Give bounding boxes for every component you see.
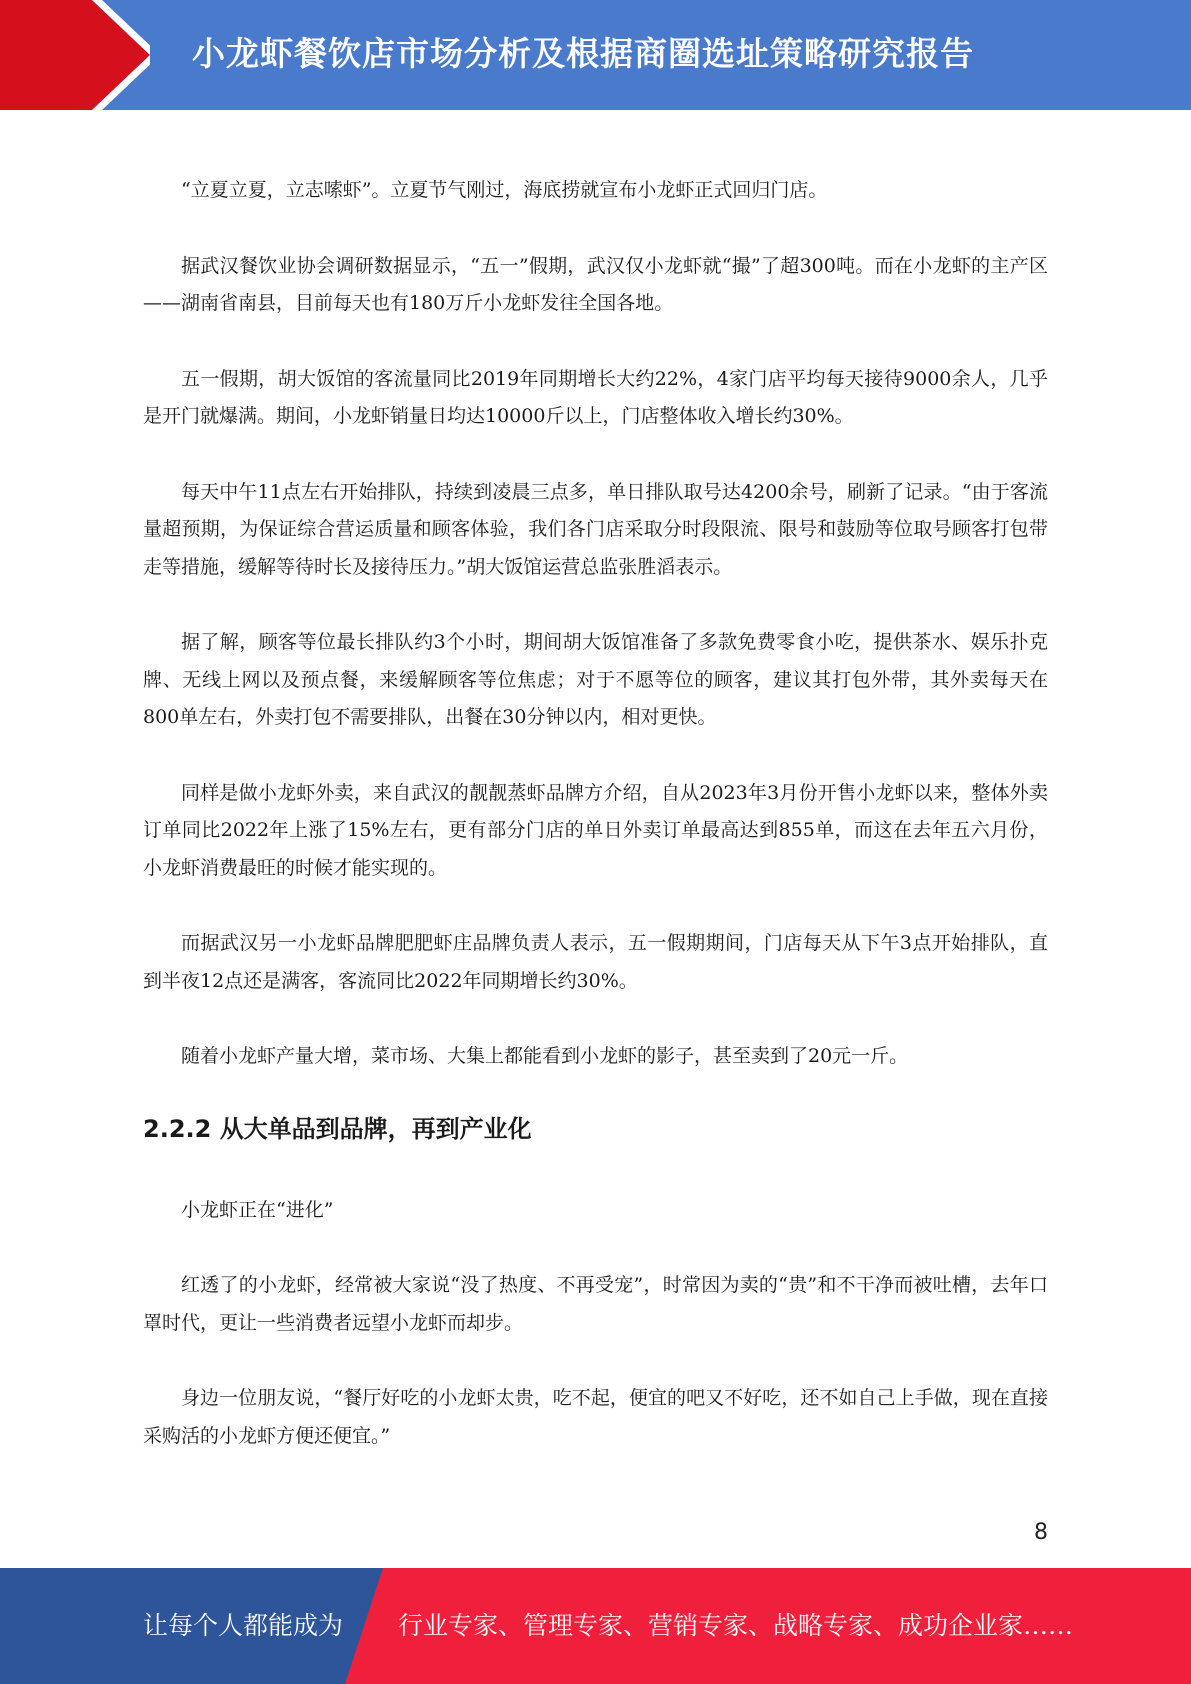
paragraph: 同样是做小龙虾外卖，来自武汉的靓靓蒸虾品牌方介绍，自从2023年3月份开售小龙虾以来，整体外卖订单同比2022年上涨了15%左右，更有部分门店的单日外卖订单最高达到855单，而这在去年五六月份，小龙虾消费最旺的时候才能实现的。: [143, 781, 1048, 879]
page-number: 8: [1034, 1520, 1048, 1545]
paragraph: “立夏立夏，立志嗦虾”。立夏节气刚过，海底捞就宣布小龙虾正式回归门店。: [181, 179, 828, 201]
footer-slogan-right: 行业专家、管理专家、营销专家、战略专家、成功企业家……: [398, 1611, 1074, 1640]
paragraph: 据武汉餐饮业协会调研数据显示，“五一”假期，武汉仅小龙虾就“撮”了超300吨。而在小龙虾的主产区——湖南省南县，目前每天也有180万斤小龙虾发往全国各地。: [143, 254, 1048, 314]
page-header: [0, 0, 1191, 110]
paragraph: 随着小龙虾产量大增，菜市场、大集上都能看到小龙虾的影子，甚至卖到了20元一斤。: [181, 1045, 909, 1067]
paragraph: 而据武汉另一小龙虾品牌肥肥虾庄品牌负责人表示，五一假期期间，门店每天从下午3点开始排队，直到半夜12点还是满客，客流同比2022年同期增长约30%。: [143, 932, 1048, 992]
document-body: [143, 172, 1048, 1493]
paragraph: 五一假期，胡大饭馆的客流量同比2019年同期增长大约22%，4家门店平均每天接待9000余人，几乎是开门就爆满。期间，小龙虾销量日均达10000斤以上，门店整体收入增长约30%。: [143, 367, 1048, 427]
page-footer: [0, 1568, 1191, 1684]
header-red-chevron: [0, 0, 150, 110]
paragraph: 红透了的小龙虾，经常被大家说“没了热度、不再受宠”，时常因为卖的“贵”和不干净而被吐槽，去年口罩时代，更让一些消费者远望小龙虾而却步。: [143, 1274, 1048, 1334]
paragraph: 每天中午11点左右开始排队，持续到凌晨三点多，单日排队取号达4200余号，刷新了记录。“由于客流量超预期，为保证综合营运质量和顾客体验，我们各门店采取分时段限流、限号和鼓励等位取号顾客打包带走等措施，缓解等待时长及接待压力。”胡大饭馆运营总监张胜滔表示。: [143, 480, 1048, 578]
paragraph: 小龙虾正在“进化”: [181, 1198, 334, 1221]
footer-slogan-left: 让每个人都能成为: [143, 1611, 344, 1640]
report-title: 小龙虾餐饮店市场分析及根据商圈选址策略研究报告: [192, 34, 974, 73]
paragraph: 身边一位朋友说，“餐厅好吃的小龙虾太贵，吃不起，便宜的吧又不好吃，还不如自己上手做，现在直接采购活的小龙虾方便还便宜。”: [143, 1387, 1048, 1447]
section-heading: 2.2.2 从大单品到品牌，再到产业化: [143, 1114, 532, 1143]
paragraph: 据了解，顾客等位最长排队约3个小时，期间胡大饭馆准备了多款免费零食小吃，提供茶水、娱乐扑克牌、无线上网以及预点餐，来缓解顾客等位焦虑；对于不愿等位的顾客，建议其打包外带，其外卖每天在800单左右，外卖打包不需要排队，出餐在30分钟以内，相对更快。: [143, 631, 1048, 728]
